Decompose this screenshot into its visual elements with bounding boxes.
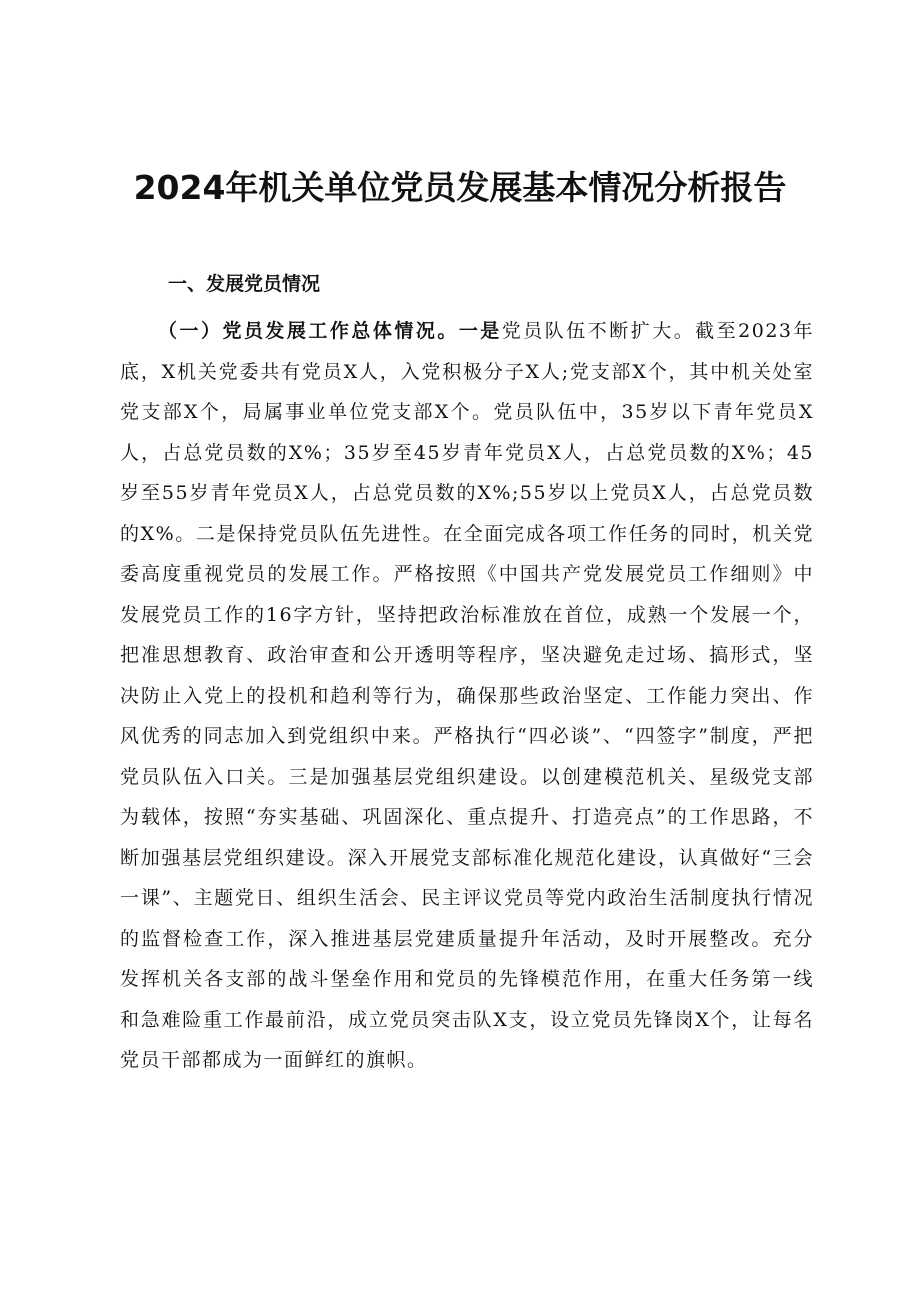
document-title: 2024年机关单位党员发展基本情况分析报告 <box>133 168 787 207</box>
body-paragraph <box>120 311 814 1081</box>
paragraph-text: 党员队伍不断扩大。截至2023年底，X机关党委共有党员X人，入党积极分子X人;党支部X个，其中机关处室党支部X个，局属事业单位党支部X个。党员队伍中，35岁以下青年党员X人，占总党员数的X%；35岁至45岁青年党员X人，占总党员数的X%；45岁至55岁青年党员X人，占总党员数的X%;55岁以上党员X人，占总党员数的X%。二是保持党员队伍先进性。在全面完成各项工作任务的同时，机关党委高度重视党员的发展工作。严格按照《中国共产党发展党员工作细则》中发展党员工作的16字方针，坚持把政治标准放在首位，成熟一个发展一个，把准思想教育、政治审查和公开透明等程序，坚决避免走过场、搞形式，坚决防止入党上的投机和趋利等行为，确保那些政治坚定、工作能力突出、作风优秀的同志加入到党组织中来。严格执行“四必谈”、“四签字”制度，严把党员队伍入口关。三是加强基层党组织建设。以创建模范机关、星级党支部为载体，按照“夯实基础、巩固深化、重点提升、打造亮点”的工作思路，不断加强基层党组织建设。深入开展党支部标准化规范化建设，认真做好“三会一课”、主题党日、组织生活会、民主评议党员等党内政治生活制度执行情况的监督检查工作，深入推进基层党建质量提升年活动，及时开展整改。充分发挥机关各支部的战斗堡垒作用和党员的先锋模范作用，在重大任务第一线和急难险重工作最前沿，成立党员突击队X支，设立党员先锋岗X个，让每名党员干部都成为一面鲜红的旗帜。 <box>120 320 814 1071</box>
paragraph-lead: （一）党员发展工作总体情况。一是 <box>158 320 502 342</box>
section-heading: 一、发展党员情况 <box>168 273 321 295</box>
